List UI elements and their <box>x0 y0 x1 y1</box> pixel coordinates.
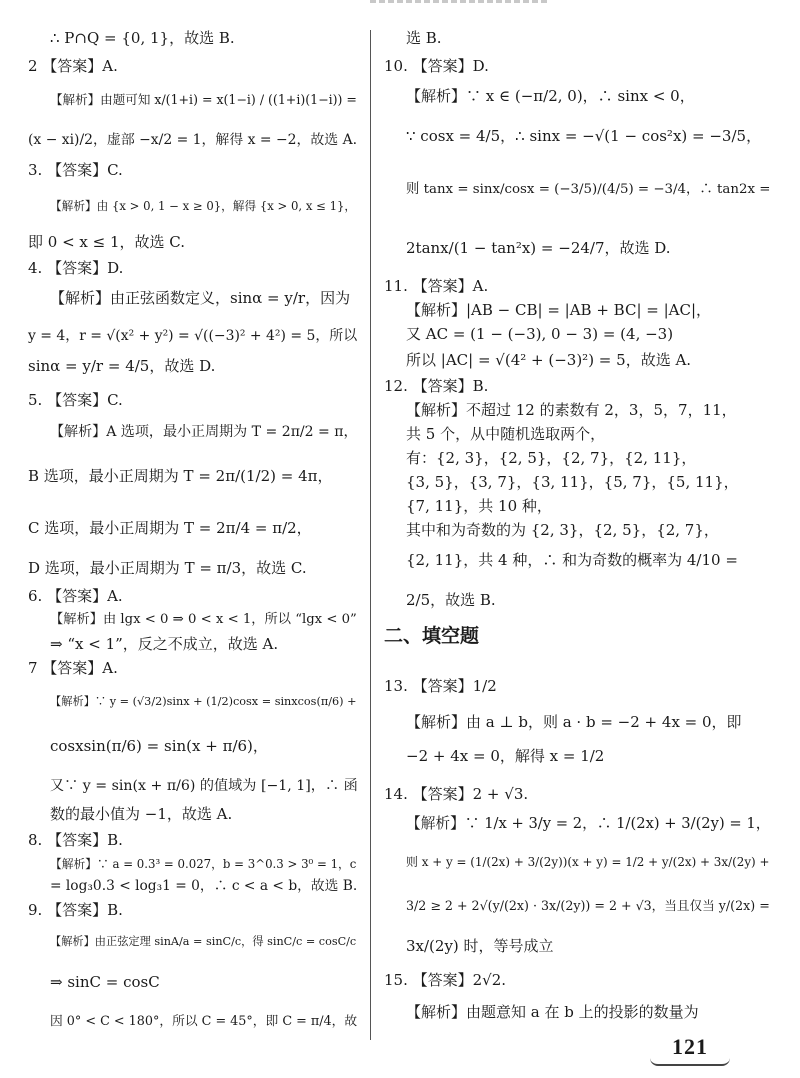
right-text-line: ∵ cosx = 4/5，∴ sinx = −√(1 − cos²x) = −3/5， <box>406 127 762 145</box>
right-text-line: 2tanx/(1 − tan²x) = −24/7，故选 D. <box>406 239 671 257</box>
left-text-line: 又∵ y = sin(x + π/6) 的值域为 [−1, 1]，∴ 函 <box>50 778 358 794</box>
right-text-line: {2, 11}，共 4 种，∴ 和为奇数的概率为 4/10 = <box>406 551 738 569</box>
right-text-line: 2/5，故选 B. <box>406 591 496 609</box>
left-text-line: 【解析】由正弦定理 sinA/a = sinC/c，得 sinC/c = cosC/c <box>50 935 357 948</box>
right-text-line: 13. 【答案】1/2 <box>384 677 497 695</box>
right-text-line: 【解析】∵ x ∈ (−π/2, 0)，∴ sinx < 0， <box>406 87 695 105</box>
left-text-line: y = 4，r = √(x² + y²) = √((−3)² + 4²) = 5，所以 <box>28 328 358 344</box>
right-text-line: 11. 【答案】A. <box>384 277 489 295</box>
left-text-line: 数的最小值为 −1，故选 A. <box>50 805 233 823</box>
left-text-line: 8. 【答案】B. <box>28 831 123 849</box>
left-text-line: 6. 【答案】A. <box>28 587 123 605</box>
left-text-line: 因 0° < C < 180°，所以 C = 45°，即 C = π/4，故 <box>50 1014 358 1029</box>
right-text-line: 选 B. <box>406 29 442 47</box>
left-text-line: 即 0 < x ≤ 1，故选 C. <box>28 233 186 251</box>
top-edge-mark <box>370 0 550 3</box>
left-text-line: 【解析】由题可知 x/(1+i) = x(1−i) / ((1+i)(1−i)) = <box>50 92 357 107</box>
left-text-line: = log₃0.3 < log₃1 = 0，∴ c < a < b，故选 B. <box>50 878 358 894</box>
right-text-line: {7, 11}，共 10 种， <box>406 497 552 515</box>
right-text-line: −2 + 4x = 0，解得 x = 1/2 <box>406 747 605 765</box>
left-text-line: 【解析】A 选项，最小正周期为 T = 2π/2 = π， <box>50 424 358 440</box>
right-text-line: 【解析】不超过 12 的素数有 2，3，5，7，11， <box>406 401 737 419</box>
right-text-line: 【解析】由题意知 a 在 b 上的投影的数量为 <box>406 1003 699 1021</box>
right-text-line: 3x/(2y) 时，等号成立 <box>406 937 554 955</box>
right-text-line: 10. 【答案】D. <box>384 57 489 75</box>
right-text-line: 3/2 ≥ 2 + 2√(y/(2x) · 3x/(2y)) = 2 + √3，当且仅当 y/(2x) = <box>406 898 770 913</box>
right-text-line: 则 tanx = sinx/cosx = (−3/5)/(4/5) = −3/4，∴ tan2x = <box>406 182 771 197</box>
left-text-line: 【解析】∵ y = (√3/2)sinx + (1/2)cosx = sinxcos(π/6) + <box>50 695 357 708</box>
left-text-line: sinα = y/r = 4/5，故选 D. <box>28 357 216 375</box>
right-text-line: 【解析】∵ 1/x + 3/y = 2，∴ 1/(2x) + 3/(2y) = 1， <box>406 815 771 832</box>
left-text-line: 【解析】由 lgx < 0 ⇒ 0 < x < 1，所以 “lgx < 0” <box>50 612 357 627</box>
column-divider <box>370 30 371 1040</box>
right-text-line: 【解析】|AB − CB| = |AB + BC| = |AC|， <box>406 301 712 319</box>
page-number-flourish <box>650 1058 730 1066</box>
right-text-line: 则 x + y = (1/(2x) + 3/(2y))(x + y) = 1/2 + y/(2x) + 3x/(2y) + <box>406 855 770 869</box>
section-title-fill-in: 二、填空题 <box>384 625 480 647</box>
right-text-line: 【解析】由 a ⊥ b，则 a · b = −2 + 4x = 0，即 <box>406 713 742 731</box>
left-text-line: 4. 【答案】D. <box>28 259 124 277</box>
right-text-line: 共 5 个，从中随机选取两个， <box>406 425 606 443</box>
left-text-line: 3. 【答案】C. <box>28 161 123 179</box>
left-text-line: D 选项，最小正周期为 T = π/3，故选 C. <box>28 559 307 577</box>
right-text-line: 12. 【答案】B. <box>384 377 489 395</box>
right-text-line: 所以 |AC| = √(4² + (−3)²) = 5，故选 A. <box>406 351 692 369</box>
right-text-line: 有：{2, 3}，{2, 5}，{2, 7}，{2, 11}， <box>406 449 697 467</box>
left-text-line: 9. 【答案】B. <box>28 901 123 919</box>
right-text-line: 又 AC = (1 − (−3), 0 − 3) = (4, −3) <box>406 325 674 343</box>
page-number: 121 <box>672 1034 708 1059</box>
left-text-line: cosxsin(π/6) = sin(x + π/6)， <box>50 737 268 755</box>
left-text-line: (x − xi)/2，虚部 −x/2 = 1，解得 x = −2，故选 A. <box>28 132 358 148</box>
left-text-line: 2 【答案】A. <box>28 57 118 75</box>
left-text-line: 【解析】由 {x > 0, 1 − x ≥ 0}，解得 {x > 0, x ≤ 1}， <box>50 199 357 213</box>
left-text-line: B 选项，最小正周期为 T = 2π/(1/2) = 4π， <box>28 467 333 485</box>
right-text-line: 14. 【答案】2 + √3. <box>384 785 529 803</box>
left-text-line: 【解析】∵ a = 0.3³ = 0.027，b = 3^0.3 > 3⁰ = 1，c <box>50 857 357 871</box>
left-text-line: 【解析】由正弦函数定义，sinα = y/r，因为 <box>50 289 351 307</box>
left-text-line: ⇒ sinC = cosC <box>50 973 160 991</box>
left-text-line: C 选项，最小正周期为 T = 2π/4 = π/2， <box>28 519 312 537</box>
right-text-line: {3, 5}，{3, 7}，{3, 11}，{5, 7}，{5, 11}， <box>406 473 739 491</box>
left-text-line: ∴ P∩Q = {0, 1}，故选 B. <box>50 29 235 47</box>
right-text-line: 其中和为奇数的为 {2, 3}，{2, 5}，{2, 7}， <box>406 521 719 539</box>
left-text-line: 5. 【答案】C. <box>28 391 123 409</box>
left-text-line: 7 【答案】A. <box>28 659 118 677</box>
left-text-line: ⇒ “x < 1”，反之不成立，故选 A. <box>50 635 279 653</box>
right-text-line: 15. 【答案】2√2. <box>384 971 507 989</box>
